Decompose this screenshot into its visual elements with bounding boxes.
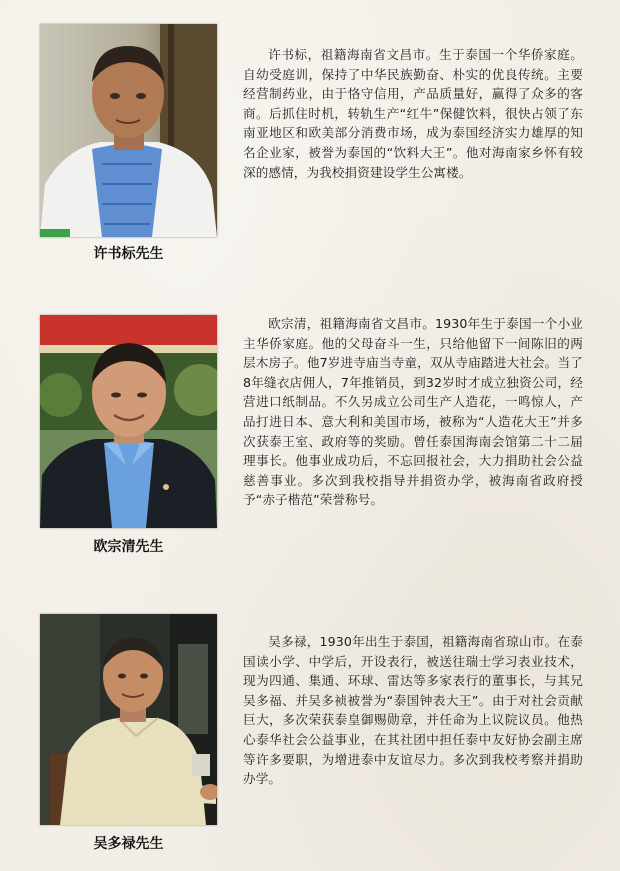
profile-1-bio: 许书标，祖籍海南省文昌市。生于泰国一个华侨家庭。自幼受庭训，保持了中华民族勤奋、朴实的优良传统。主要经营制药业，由于恪守信用，产品质量好，赢得了众多的客商。后抓住时机，转轨生产“红牛”保健饮料，很快占领了东南亚地区和欧美部分消费市场，成为泰国经济实力雄厚的知名企业家，被誉为泰国的“饮料大王”。他对海南家乡怀有较深的感情，为我校捐资建设学生公寓楼。 [243,47,583,180]
profile-2-name: 欧宗清先生 [93,539,164,555]
portrait-photo-1 [40,24,217,237]
profile-1-name: 许书标先生 [93,246,164,262]
portrait-photo-3 [40,614,217,825]
profile-3-bio: 吴多禄，1930年出生于泰国，祖籍海南省琼山市。在泰国读小学、中学后，开设表行，被送往瑞士学习表业技术，现为四通、集通、环球、雷达等多家表行的董事长，与其兄吴多福、并吴多祯被誉为“泰国钟表大王”。由于对社会贡献巨大，多次荣获泰皇御赐勋章，并任命为上议院议员。他热心泰华社会公益事业，在其社团中担任泰中友好协会副主席等许多要职，为增进泰中友谊尽力。多次到我校考察并捐助办学。 [243,634,583,787]
profile-3-name: 吴多禄先生 [93,836,164,852]
profile-2-bio: 欧宗清，祖籍海南省文昌市。1930年生于泰国一个小业主华侨家庭。他的父母奋斗一生，只给他留下一间陈旧的两层木房子。他7岁进寺庙当寺童，双从寺庙踏进大社会。当了8年缝衣店佣人，7年推销员，到32岁时才成立独资公司，经营进口纸制品。不久另成立公司生产人造花，一鸣惊人，产品打进日本、意大利和美国市场，被称为“人造花大王”并多次获泰王室、政府等的奖励。曾任泰国海南会馆第二十二届理事长。他事业成功后，不忘回报社会，大力捐助社会公益慈善事业。多次到我校指导并捐资办学，被海南省政府授予“赤子楷范”荣誉称号。 [243,316,583,508]
portrait-photo-2 [40,315,217,528]
